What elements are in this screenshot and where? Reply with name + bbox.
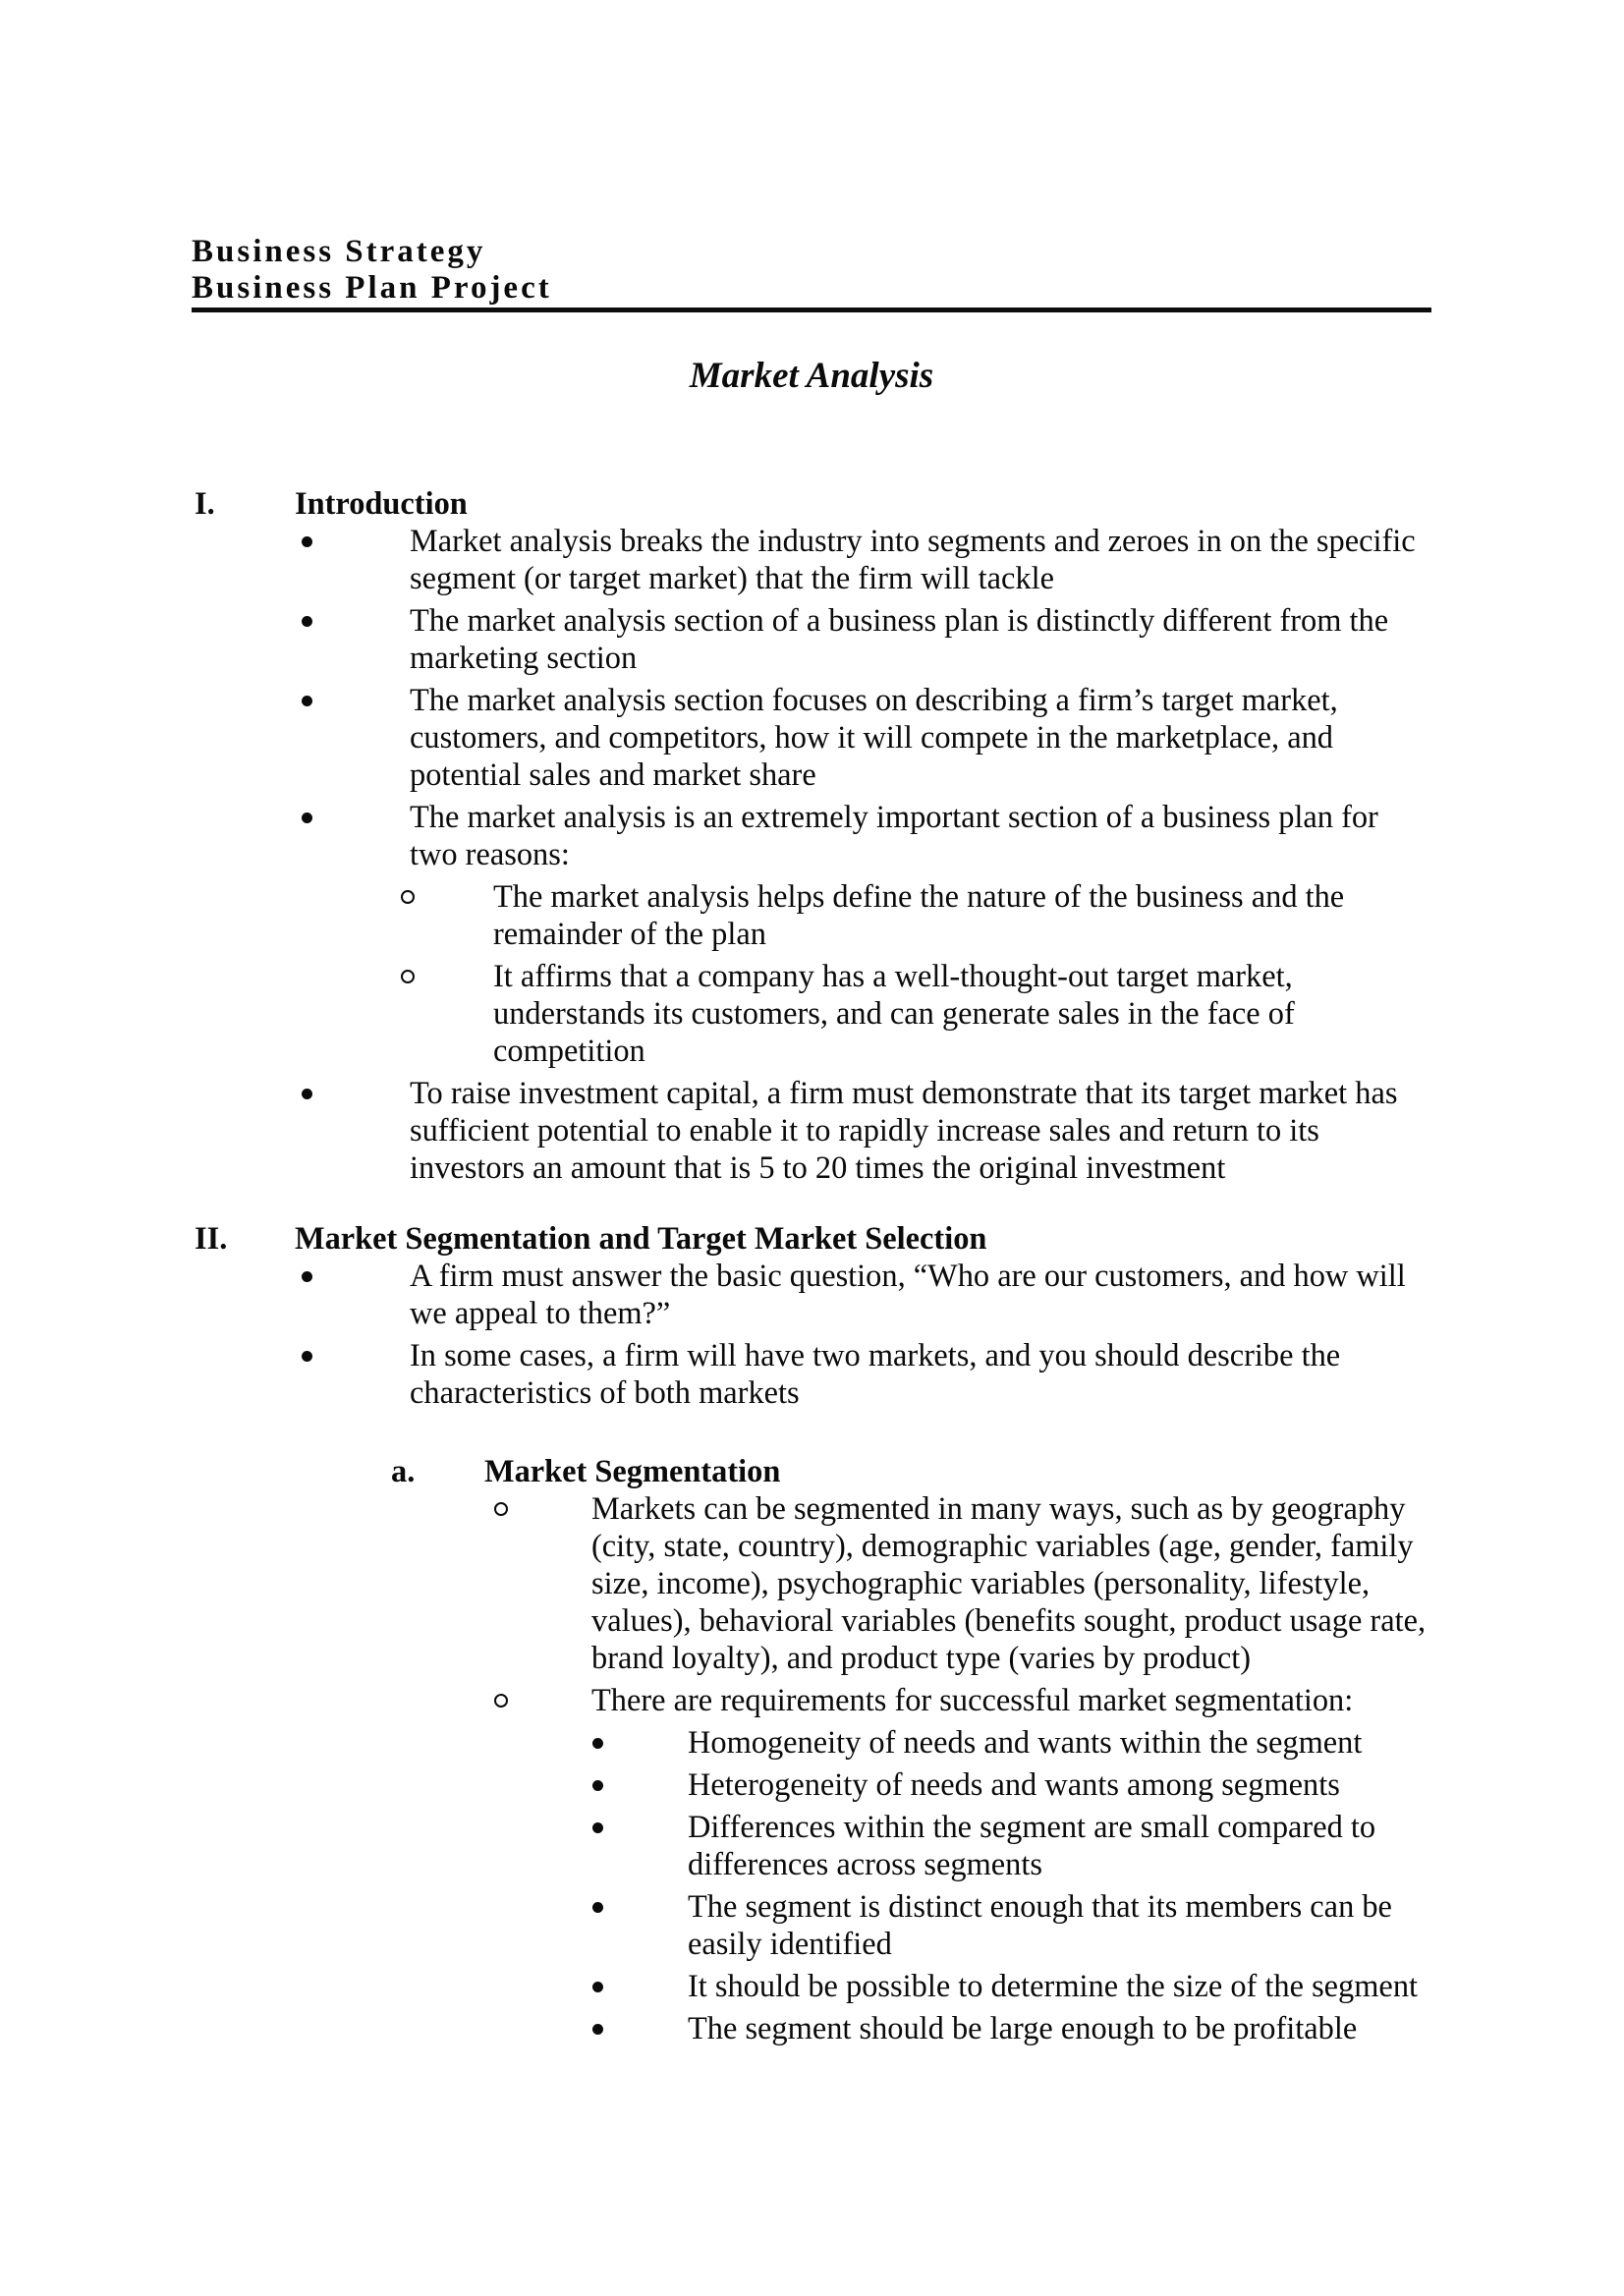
bullet-disc-icon: [592, 2024, 603, 2035]
bullet-circle-icon: [401, 890, 415, 904]
document-header: [192, 234, 552, 307]
bullet-disc-icon: [302, 812, 312, 823]
section-heading-label: Market Segmentation and Target Market Selection: [295, 1221, 987, 1257]
list-item-text: The segment should be large enough to be profitable: [688, 2011, 1358, 2046]
list-item: [0, 1682, 1624, 1719]
header-project-title: Business Plan Project: [192, 270, 552, 306]
list-item-text: In some cases, a firm will have two markets, and you should describe the characteristics of both markets: [410, 1338, 1341, 1411]
list-item-text: Differences within the segment are small compared to differences across segments: [688, 1810, 1376, 1882]
section-heading-label: Introduction: [295, 486, 468, 522]
list-item-text: The market analysis section focuses on describing a firm’s target market, customers, and competitors, how it will compete in the marketplace, and potential sales and market share: [410, 683, 1338, 793]
list-item-text: It should be possible to determine the size of the segment: [688, 1969, 1419, 2004]
section-heading-introduction: [0, 485, 1624, 523]
bullet-disc-icon: [592, 1780, 603, 1791]
subsection-letter: a.: [391, 1454, 416, 1489]
bullet-disc-icon: [302, 696, 312, 706]
bullet-disc-icon: [302, 1089, 312, 1099]
list-item: [0, 1337, 1624, 1412]
section-numeral: II.: [195, 1221, 228, 1257]
bullet-circle-icon: [401, 970, 415, 983]
bullet-circle-icon: [494, 1502, 508, 1516]
list-item: [0, 799, 1624, 873]
bullet-disc-icon: [302, 1351, 312, 1362]
bullet-disc-icon: [592, 1822, 603, 1833]
list-item: [0, 1075, 1624, 1187]
header-divider-rule: [192, 308, 1431, 312]
list-item-text: A firm must answer the basic question, “Who are our customers, and how will we appeal to them?”: [410, 1259, 1406, 1331]
list-item-text: The market analysis helps define the nature of the business and the remainder of the plan: [493, 879, 1345, 952]
bullet-circle-icon: [494, 1694, 508, 1708]
list-item: [0, 878, 1624, 953]
list-item-text: Market analysis breaks the industry into segments and zeroes in on the specific segment (or target market) that the firm will tackle: [410, 524, 1416, 596]
list-item: [0, 1258, 1624, 1332]
page-title: Market Analysis: [689, 356, 934, 396]
bullet-disc-icon: [592, 1902, 603, 1913]
list-item-text: The segment is distinct enough that its members can be easily identified: [688, 1889, 1392, 1962]
section-heading-market-segmentation: [0, 1220, 1624, 1258]
list-item-text: The market analysis is an extremely important section of a business plan for two reasons:: [410, 800, 1378, 872]
header-course-title: Business Strategy: [192, 234, 486, 269]
bullet-disc-icon: [592, 1738, 603, 1749]
list-item: [0, 1766, 1624, 1804]
subsection-heading-market-segmentation: [0, 1453, 1624, 1490]
bullet-disc-icon: [592, 1982, 603, 1992]
outline-content: [0, 485, 1624, 2052]
list-item: [0, 2010, 1624, 2047]
bullet-disc-icon: [302, 1271, 312, 1282]
list-item-text: Heterogeneity of needs and wants among segments: [688, 1767, 1340, 1803]
list-item: [0, 682, 1624, 794]
list-item: [0, 1968, 1624, 2005]
subsection-heading-label: Market Segmentation: [484, 1454, 781, 1489]
list-item: [0, 523, 1624, 597]
list-item: [0, 1490, 1624, 1677]
list-item: [0, 1888, 1624, 1963]
bullet-disc-icon: [302, 536, 312, 547]
list-item-text: Homogeneity of needs and wants within the segment: [688, 1725, 1363, 1761]
list-item-text: Markets can be segmented in many ways, such as by geography (city, state, country), demographic variables (age, gender, family size, income), psychographic variables (personality, lifestyle, values), behavioral variables (benefits sought, product usage rate, brand loyalty), and product type (varies by product): [591, 1491, 1427, 1676]
list-item-text: It affirms that a company has a well-thought-out target market, understands its customers, and can generate sales in the face of competition: [493, 959, 1295, 1069]
list-item: [0, 602, 1624, 677]
list-item: [0, 1809, 1624, 1883]
list-item-text: The market analysis section of a business plan is distinctly different from the marketing section: [410, 603, 1389, 676]
list-item-text: There are requirements for successful market segmentation:: [591, 1683, 1354, 1718]
list-item: [0, 958, 1624, 1070]
section-numeral: I.: [195, 486, 215, 522]
bullet-disc-icon: [302, 616, 312, 627]
list-item: [0, 1724, 1624, 1762]
list-item-text: To raise investment capital, a firm must demonstrate that its target market has sufficient potential to enable it to rapidly increase sales and return to its investors an amount that is 5 to 20 times the original investment: [410, 1076, 1398, 1186]
